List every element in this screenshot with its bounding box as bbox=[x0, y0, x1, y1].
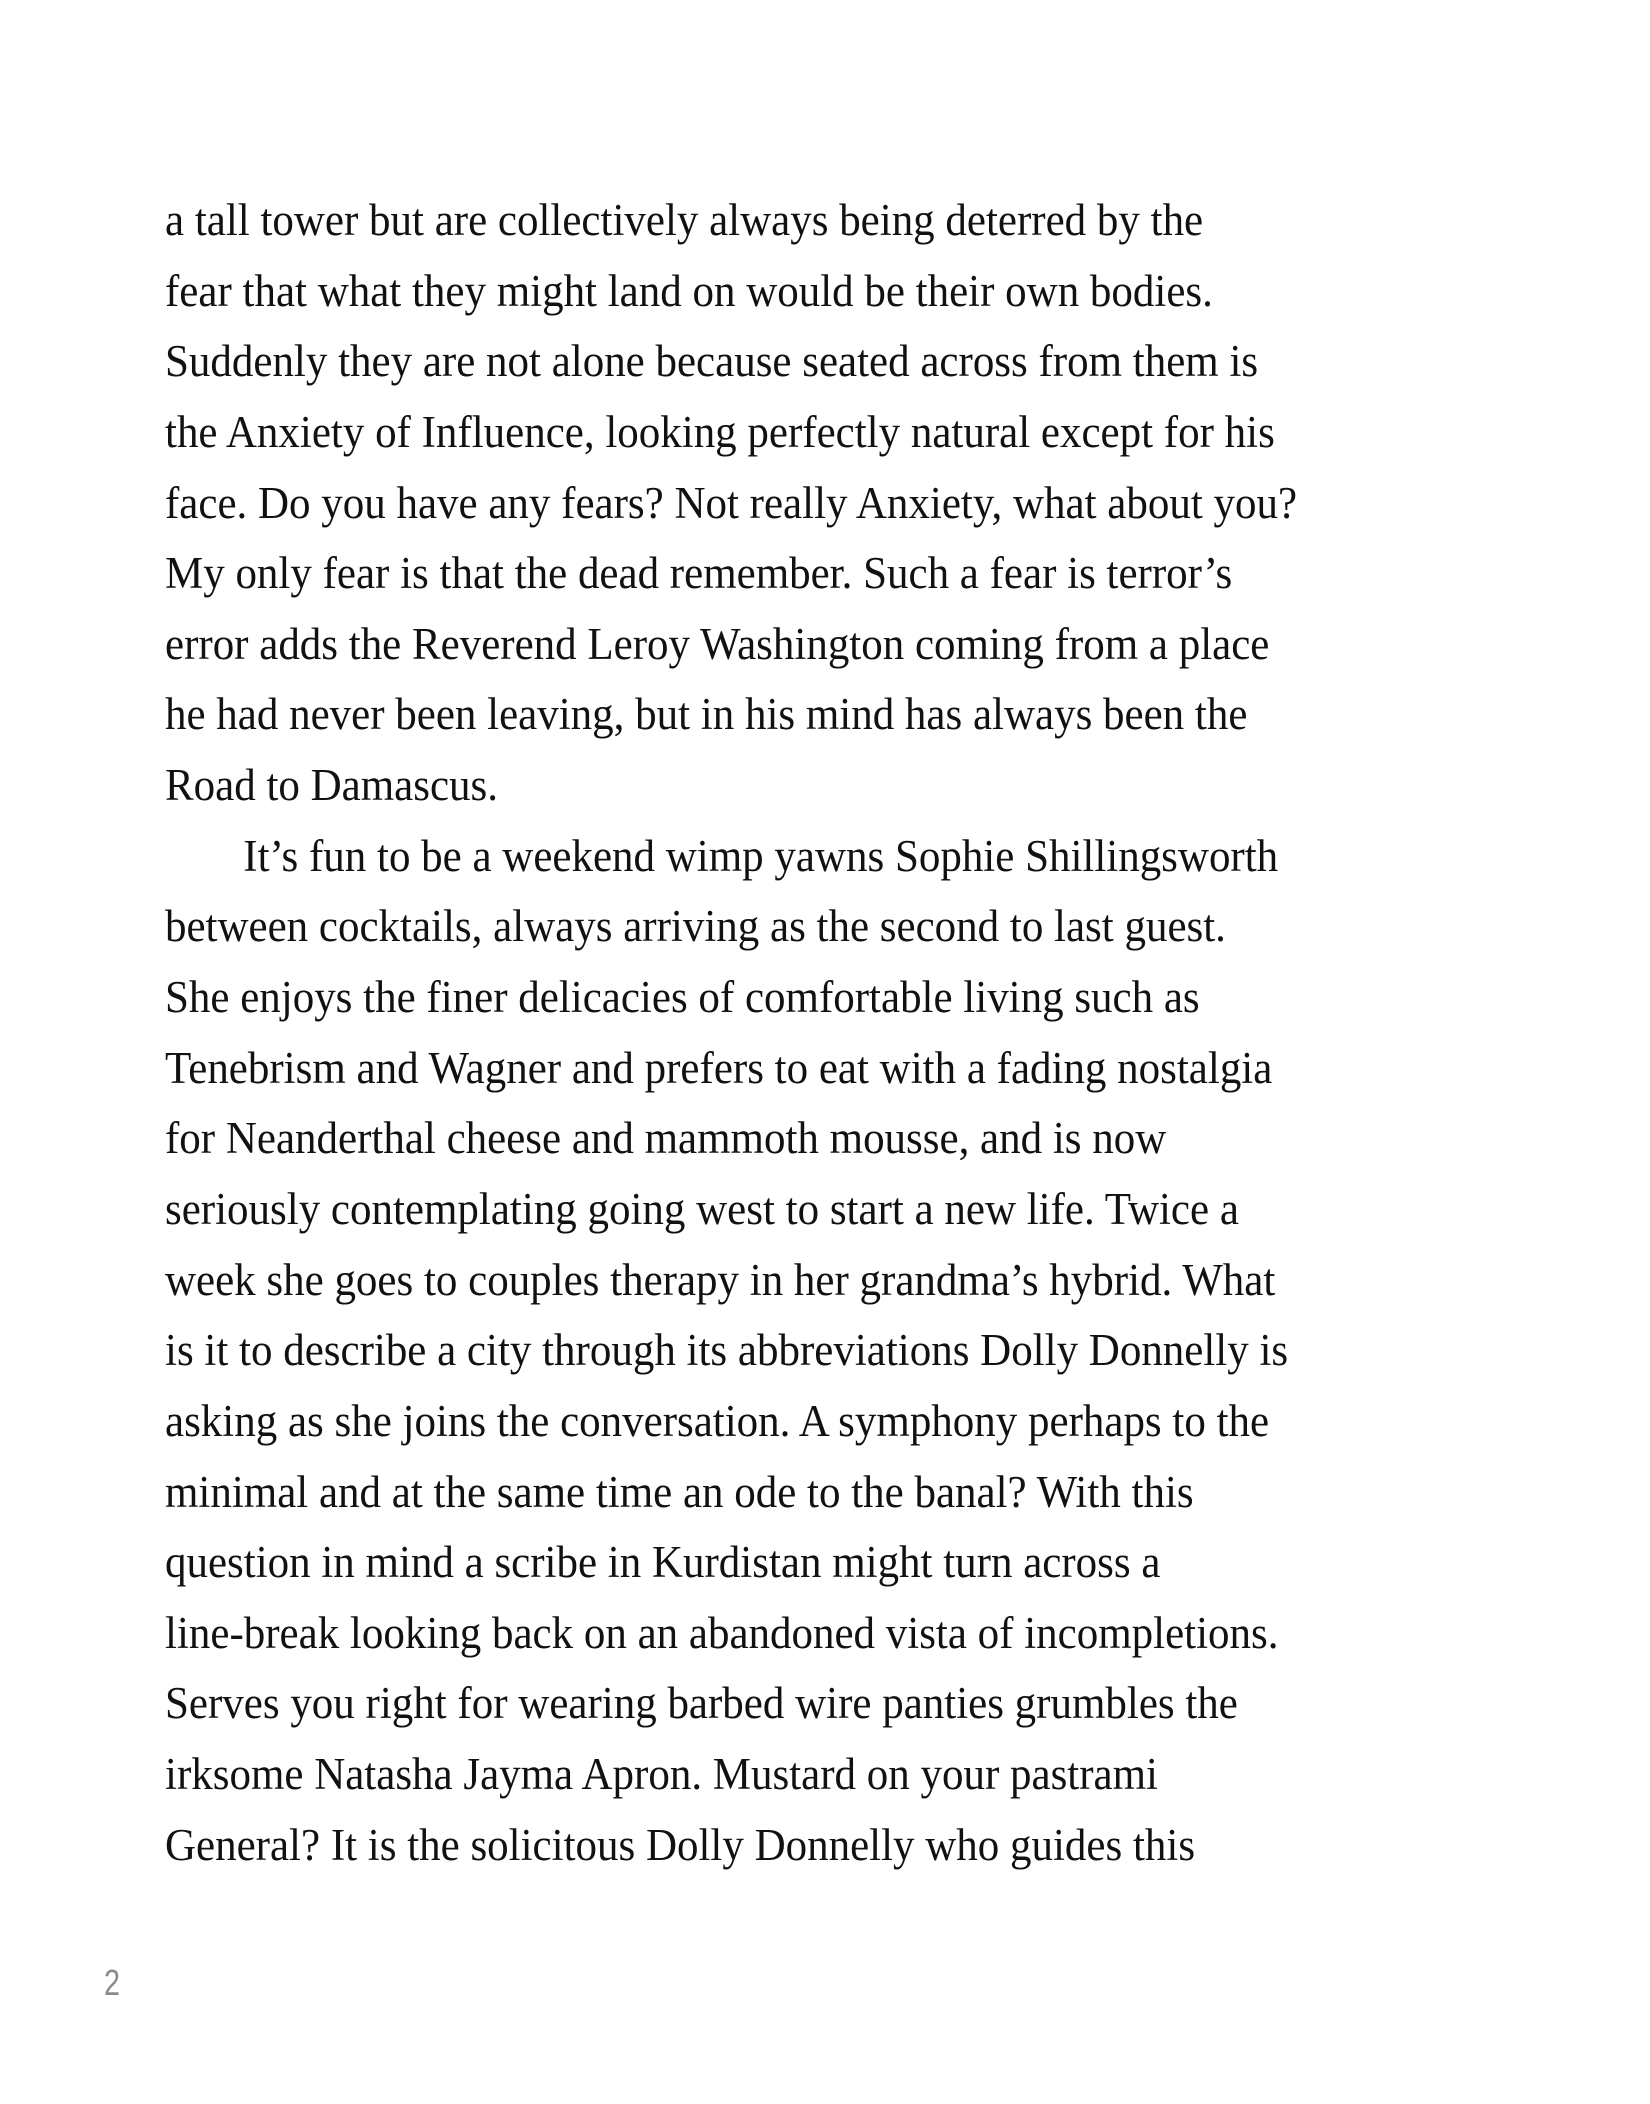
text-line: Road to Damascus. bbox=[165, 760, 498, 811]
text-line: asking as she joins the conversation. A symphony perhaps to the bbox=[165, 1395, 1270, 1446]
text-line: seriously contemplating going west to start a new life. Twice a bbox=[165, 1183, 1239, 1234]
text-line: minimal and at the same time an ode to the banal? With this bbox=[165, 1466, 1194, 1517]
text-line: line-break looking back on an abandoned vista of incompletions. bbox=[165, 1607, 1279, 1658]
body-text bbox=[165, 185, 1495, 1880]
text-line: question in mind a scribe in Kurdistan might turn across a bbox=[165, 1537, 1161, 1588]
text-line: Tenebrism and Wagner and prefers to eat with a fading nostalgia bbox=[165, 1042, 1273, 1093]
text-line: Suddenly they are not alone because seated across from them is bbox=[165, 336, 1259, 387]
text-line: is it to describe a city through its abbreviations Dolly Donnelly is bbox=[165, 1325, 1289, 1376]
text-line: he had never been leaving, but in his mind has always been the bbox=[165, 689, 1248, 740]
text-line: a tall tower but are collectively always being deterred by the bbox=[165, 195, 1204, 245]
text-line: irksome Natasha Jayma Apron. Mustard on your pastrami bbox=[165, 1749, 1159, 1800]
text-line-indented: It’s fun to be a weekend wimp yawns Sophie Shillingsworth bbox=[243, 830, 1279, 881]
text-line: My only fear is that the dead remember. Such a fear is terror’s bbox=[165, 548, 1233, 599]
text-line: the Anxiety of Influence, looking perfectly natural except for his bbox=[165, 406, 1275, 457]
text-line: for Neanderthal cheese and mammoth mousse, and is now bbox=[165, 1113, 1167, 1164]
text-line: face. Do you have any fears? Not really Anxiety, what about you? bbox=[165, 477, 1298, 528]
text-line: between cocktails, always arriving as the second to last guest. bbox=[165, 901, 1226, 952]
text-line: General? It is the solicitous Dolly Donnelly who guides this bbox=[165, 1819, 1196, 1870]
text-line: She enjoys the finer delicacies of comfortable living such as bbox=[165, 972, 1200, 1023]
text-line: error adds the Reverend Leroy Washington coming from a place bbox=[165, 618, 1270, 669]
text-line: week she goes to couples therapy in her grandma’s hybrid. What bbox=[165, 1254, 1276, 1305]
paragraph bbox=[165, 821, 1495, 1881]
paragraph bbox=[165, 185, 1495, 821]
text-line: fear that what they might land on would be their own bodies. bbox=[165, 265, 1213, 316]
text-line: Serves you right for wearing barbed wire panties grumbles the bbox=[165, 1678, 1238, 1729]
page-number: 2 bbox=[104, 1962, 121, 2003]
